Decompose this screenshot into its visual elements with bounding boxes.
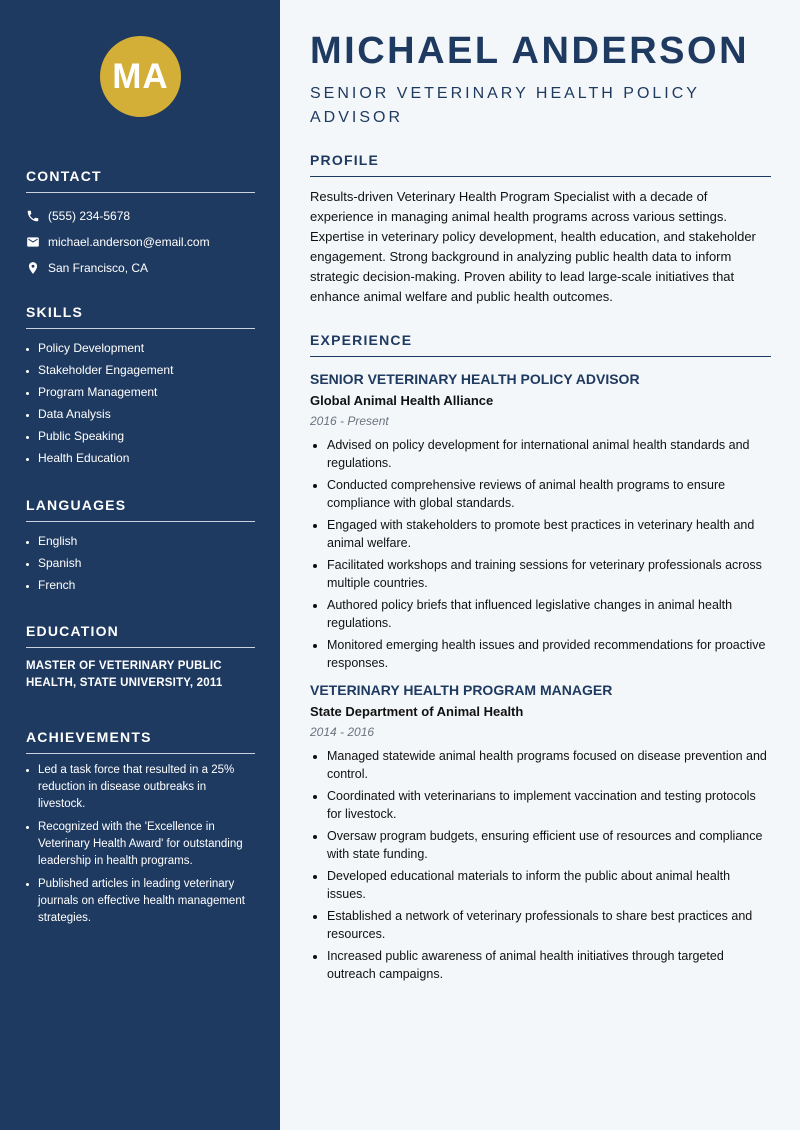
profile-summary: Results-driven Veterinary Health Program Specialist with a decade of experience in managing animal health programs across various settings. Expertise in veterinary policy development, health education, and stakeholder engagement. Strong background in analyzing public health data to inform strategic decision-making. Proven ability to lead large-scale initiatives that enhance animal welfare and public health outcomes. xyxy=(310,189,756,304)
job-title-header: SENIOR VETERINARY HEALTH POLICY ADVISOR xyxy=(310,85,700,126)
job-title: VETERINARY HEALTH PROGRAM MANAGER xyxy=(310,682,613,698)
job-bullets xyxy=(310,747,771,983)
profile-section xyxy=(310,152,771,307)
job-bullet: • Developed educational materials to inform the public about animal health issues. xyxy=(327,867,771,903)
candidate-name: MICHAEL ANDERSON xyxy=(310,30,750,72)
education-section xyxy=(26,623,255,692)
avatar-initials: MA xyxy=(112,56,169,96)
languages-heading: LANGUAGES xyxy=(26,497,255,522)
job-title: SENIOR VETERINARY HEALTH POLICY ADVISOR xyxy=(310,371,640,387)
achievement-item: • Recognized with the 'Excellence in Veterinary Health Award' for outstanding leadership in health programs. xyxy=(38,819,255,870)
experience-section xyxy=(310,332,771,987)
education-degree: MASTER OF VETERINARY PUBLIC HEALTH, STATE UNIVERSITY, 2011 xyxy=(26,660,223,689)
sidebar xyxy=(0,0,280,1130)
achievements-section xyxy=(26,729,255,933)
job-bullet: • Coordinated with veterinarians to implement vaccination and testing protocols for livestock. xyxy=(327,787,771,823)
language-item: • French xyxy=(38,574,255,596)
skill-item: • Stakeholder Engagement xyxy=(38,359,255,381)
languages-section xyxy=(26,497,255,596)
skill-item: • Program Management xyxy=(38,381,255,403)
job-bullet: • Oversaw program budgets, ensuring efficient use of resources and compliance with state funding. xyxy=(327,827,771,863)
email-text: michael.anderson@email.com xyxy=(48,235,210,249)
location-pin-icon xyxy=(26,261,40,275)
job-bullet: • Facilitated workshops and training sessions for veterinary professionals across multiple countries. xyxy=(327,556,771,592)
contact-phone xyxy=(26,203,255,229)
job-bullets xyxy=(310,436,771,672)
achievement-item: • Led a task force that resulted in a 25% reduction in disease outbreaks in livestock. xyxy=(38,762,255,813)
contact-email xyxy=(26,229,255,255)
job-entry xyxy=(310,371,771,672)
job-dates: 2016 - Present xyxy=(310,414,389,428)
skill-item: • Health Education xyxy=(38,447,255,469)
contact-heading: CONTACT xyxy=(26,168,255,193)
job-bullet: • Advised on policy development for international animal health standards and regulations. xyxy=(327,436,771,472)
skills-section xyxy=(26,304,255,469)
profile-heading: PROFILE xyxy=(310,152,771,177)
job-bullet: • Engaged with stakeholders to promote best practices in veterinary health and animal welfare. xyxy=(327,516,771,552)
job-bullet: • Authored policy briefs that influenced legislative changes in animal health regulations. xyxy=(327,596,771,632)
achievements-list xyxy=(26,762,255,927)
skill-item: • Data Analysis xyxy=(38,403,255,425)
job-bullet: • Monitored emerging health issues and provided recommendations for proactive responses. xyxy=(327,636,771,672)
contact-location xyxy=(26,255,255,281)
phone-icon xyxy=(26,209,40,223)
achievement-item: • Published articles in leading veterinary journals on effective health management strategies. xyxy=(38,876,255,927)
job-company: State Department of Animal Health xyxy=(310,704,524,719)
job-dates: 2014 - 2016 xyxy=(310,725,375,739)
job-bullet: • Conducted comprehensive reviews of animal health programs to ensure compliance with global standards. xyxy=(327,476,771,512)
job-bullet: • Established a network of veterinary professionals to share best practices and resources. xyxy=(327,907,771,943)
phone-text: (555) 234-5678 xyxy=(48,209,131,223)
avatar xyxy=(100,36,181,117)
skill-item: • Public Speaking xyxy=(38,425,255,447)
job-bullet: • Increased public awareness of animal health initiatives through targeted outreach campaigns. xyxy=(327,947,771,983)
language-item: • English xyxy=(38,530,255,552)
skills-list xyxy=(26,337,255,469)
skill-item: • Policy Development xyxy=(38,337,255,359)
education-heading: EDUCATION xyxy=(26,623,255,648)
language-item: • Spanish xyxy=(38,552,255,574)
contact-list xyxy=(26,203,255,281)
job-company: Global Animal Health Alliance xyxy=(310,393,494,408)
email-icon xyxy=(26,235,40,249)
contact-section xyxy=(26,168,255,281)
job-entry xyxy=(310,682,771,983)
languages-list xyxy=(26,530,255,596)
location-text: San Francisco, CA xyxy=(48,261,149,275)
skills-heading: SKILLS xyxy=(26,304,255,329)
job-bullet: • Managed statewide animal health programs focused on disease prevention and control. xyxy=(327,747,771,783)
experience-heading: EXPERIENCE xyxy=(310,332,771,357)
achievements-heading: ACHIEVEMENTS xyxy=(26,729,255,754)
